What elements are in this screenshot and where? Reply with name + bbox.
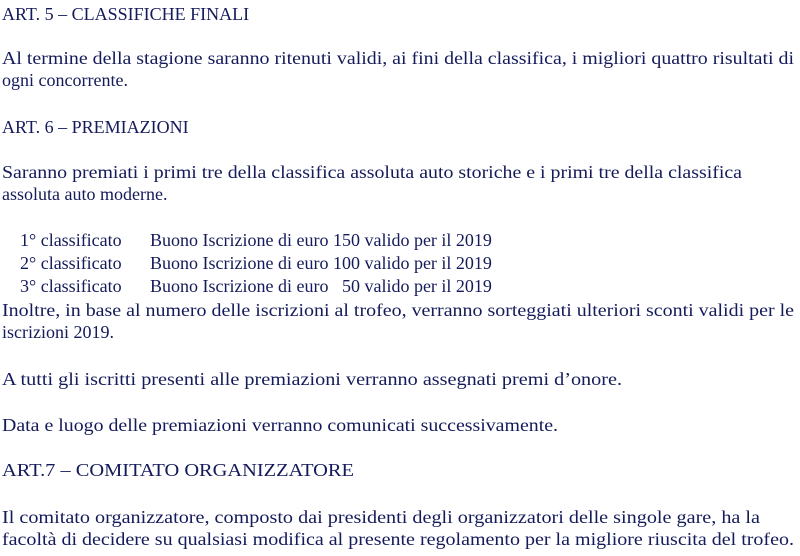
art6-honor-line xyxy=(2,368,622,390)
prize-desc: Buono Iscrizione di euro 150 valido per il 2019 xyxy=(150,230,492,250)
art7-paragraph-line1 xyxy=(2,506,760,528)
art6-date-place-text: Data e luogo delle premiazioni verranno comunicati successivamente. xyxy=(2,415,558,435)
art7-paragraph-line1-text: Il comitato organizzatore, composto dai presidenti degli organizzatori delle singole gare, ha la xyxy=(2,507,760,527)
art5-paragraph-line1-text: Al termine della stagione saranno ritenuti validi, ai fini della classifica, i migliori quattro risultati di xyxy=(2,48,794,68)
art7-heading xyxy=(2,459,354,481)
art6-date-place-line xyxy=(2,414,558,436)
art6-paragraph-line1-text: Saranno premiati i primi tre della classifica assoluta auto storiche e i primi tre della classifica xyxy=(2,162,742,182)
art6-honor-text: A tutti gli iscritti presenti alle premiazioni verranno assegnati premi d’onore. xyxy=(2,369,622,389)
art5-paragraph-line1 xyxy=(2,47,794,69)
art6-extra-line2: iscrizioni 2019. xyxy=(2,322,114,342)
art7-paragraph-line2 xyxy=(2,528,795,550)
art6-extra-line1 xyxy=(2,299,794,321)
prize-rank: 1° classificato xyxy=(20,230,122,250)
prize-desc: Buono Iscrizione di euro 100 valido per il 2019 xyxy=(150,253,492,273)
art5-paragraph-line2: ogni concorrente. xyxy=(2,70,128,90)
art5-heading: ART. 5 – CLASSIFICHE FINALI xyxy=(2,4,250,24)
art6-extra-line1-text: Inoltre, in base al numero delle iscrizioni al trofeo, verranno sorteggiati ulteriori sconti validi per le xyxy=(2,300,794,320)
art6-paragraph-line2: assoluta auto moderne. xyxy=(2,184,168,204)
art6-heading: ART. 6 – PREMIAZIONI xyxy=(2,117,189,137)
prize-desc: Buono Iscrizione di euro 50 valido per il 2019 xyxy=(150,276,492,296)
art6-paragraph-line1 xyxy=(2,161,742,183)
prize-rank: 2° classificato xyxy=(20,253,122,273)
prize-rank: 3° classificato xyxy=(20,276,122,296)
art7-heading-text: ART.7 – COMITATO ORGANIZZATORE xyxy=(2,460,354,480)
art7-paragraph-line2-text: facoltà di decidere su qualsiasi modifica al presente regolamento per la migliore riuscita del trofeo. xyxy=(2,529,795,549)
